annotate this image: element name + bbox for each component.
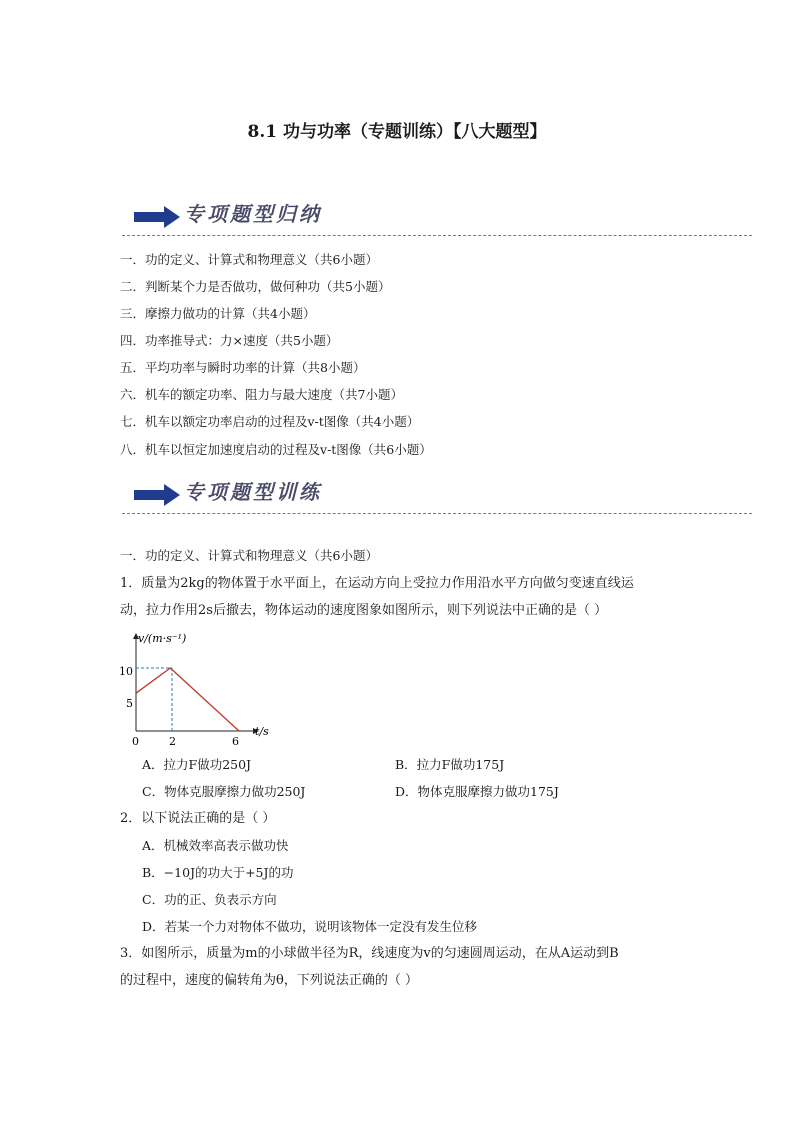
option-c: C．物体克服摩擦力做功250J xyxy=(142,784,306,799)
toc-item: 七．机车以额定功率启动的过程及v-t图像（共4小题） xyxy=(120,414,420,429)
x-tick-label: 6 xyxy=(232,735,239,748)
divider xyxy=(122,513,752,514)
toc-item: 二．判断某个力是否做功，做何种功（共5小题） xyxy=(120,279,391,294)
banner-title: 专项题型归纳 xyxy=(184,202,322,226)
question-3-line2: 的过程中，速度的偏转角为θ，下列说法正确的（ ） xyxy=(120,973,418,988)
arrow-right-icon xyxy=(134,206,180,228)
x-tick-label: 2 xyxy=(169,735,176,748)
x-axis-label: t/s xyxy=(255,725,269,738)
section-banner-training xyxy=(122,474,752,514)
question-1-line1: 1．质量为2kg的物体置于水平面上，在运动方向上受拉力作用沿水平方向做匀变速直线运 xyxy=(120,576,634,591)
toc-item: 五．平均功率与瞬时功率的计算（共8小题） xyxy=(120,360,366,375)
divider xyxy=(122,235,752,236)
page-title: 8.1 功与功率（专题训练）【八大题型】 xyxy=(247,122,547,142)
section-heading: 一．功的定义、计算式和物理意义（共6小题） xyxy=(120,548,378,563)
question-2-stem: 2．以下说法正确的是（ ） xyxy=(120,811,276,826)
question-1-line2: 动，拉力作用2s后撤去，物体运动的速度图象如图所示，则下列说法中正确的是（ ） xyxy=(120,603,608,618)
y-tick-label: 10 xyxy=(119,665,133,678)
option-c: C．功的正、负表示方向 xyxy=(142,892,277,907)
toc-item: 四．功率推导式：力×速度（共5小题） xyxy=(120,333,339,348)
option-b: B．−10J的功大于+5J的功 xyxy=(142,865,294,880)
question-3-line1: 3．如图所示，质量为m的小球做半径为R，线速度为v的匀速圆周运动，在从A运动到B xyxy=(120,946,619,961)
y-axis-label: v/(m·s⁻¹) xyxy=(138,632,187,645)
toc-item: 一．功的定义、计算式和物理意义（共6小题） xyxy=(120,252,378,267)
toc-item: 六．机车的额定功率、阻力与最大速度（共7小题） xyxy=(120,387,403,402)
option-a: A．拉力F做功250J xyxy=(142,757,252,772)
option-d: D．若某一个力对物体不做功，说明该物体一定没有发生位移 xyxy=(142,919,478,934)
banner-title: 专项题型训练 xyxy=(184,480,322,504)
arrow-right-icon xyxy=(134,484,180,506)
velocity-line xyxy=(136,668,239,731)
velocity-time-graph xyxy=(118,628,278,750)
toc-item: 三．摩擦力做功的计算（共4小题） xyxy=(120,306,316,321)
y-tick-label: 5 xyxy=(126,697,133,710)
x-tick-label: 0 xyxy=(132,735,139,748)
section-banner-summary xyxy=(122,196,752,236)
option-b: B．拉力F做功175J xyxy=(395,757,505,772)
toc-item: 八．机车以恒定加速度启动的过程及v-t图像（共6小题） xyxy=(120,442,432,457)
option-a: A．机械效率高表示做功快 xyxy=(142,838,289,853)
option-d: D．物体克服摩擦力做功175J xyxy=(395,784,559,799)
